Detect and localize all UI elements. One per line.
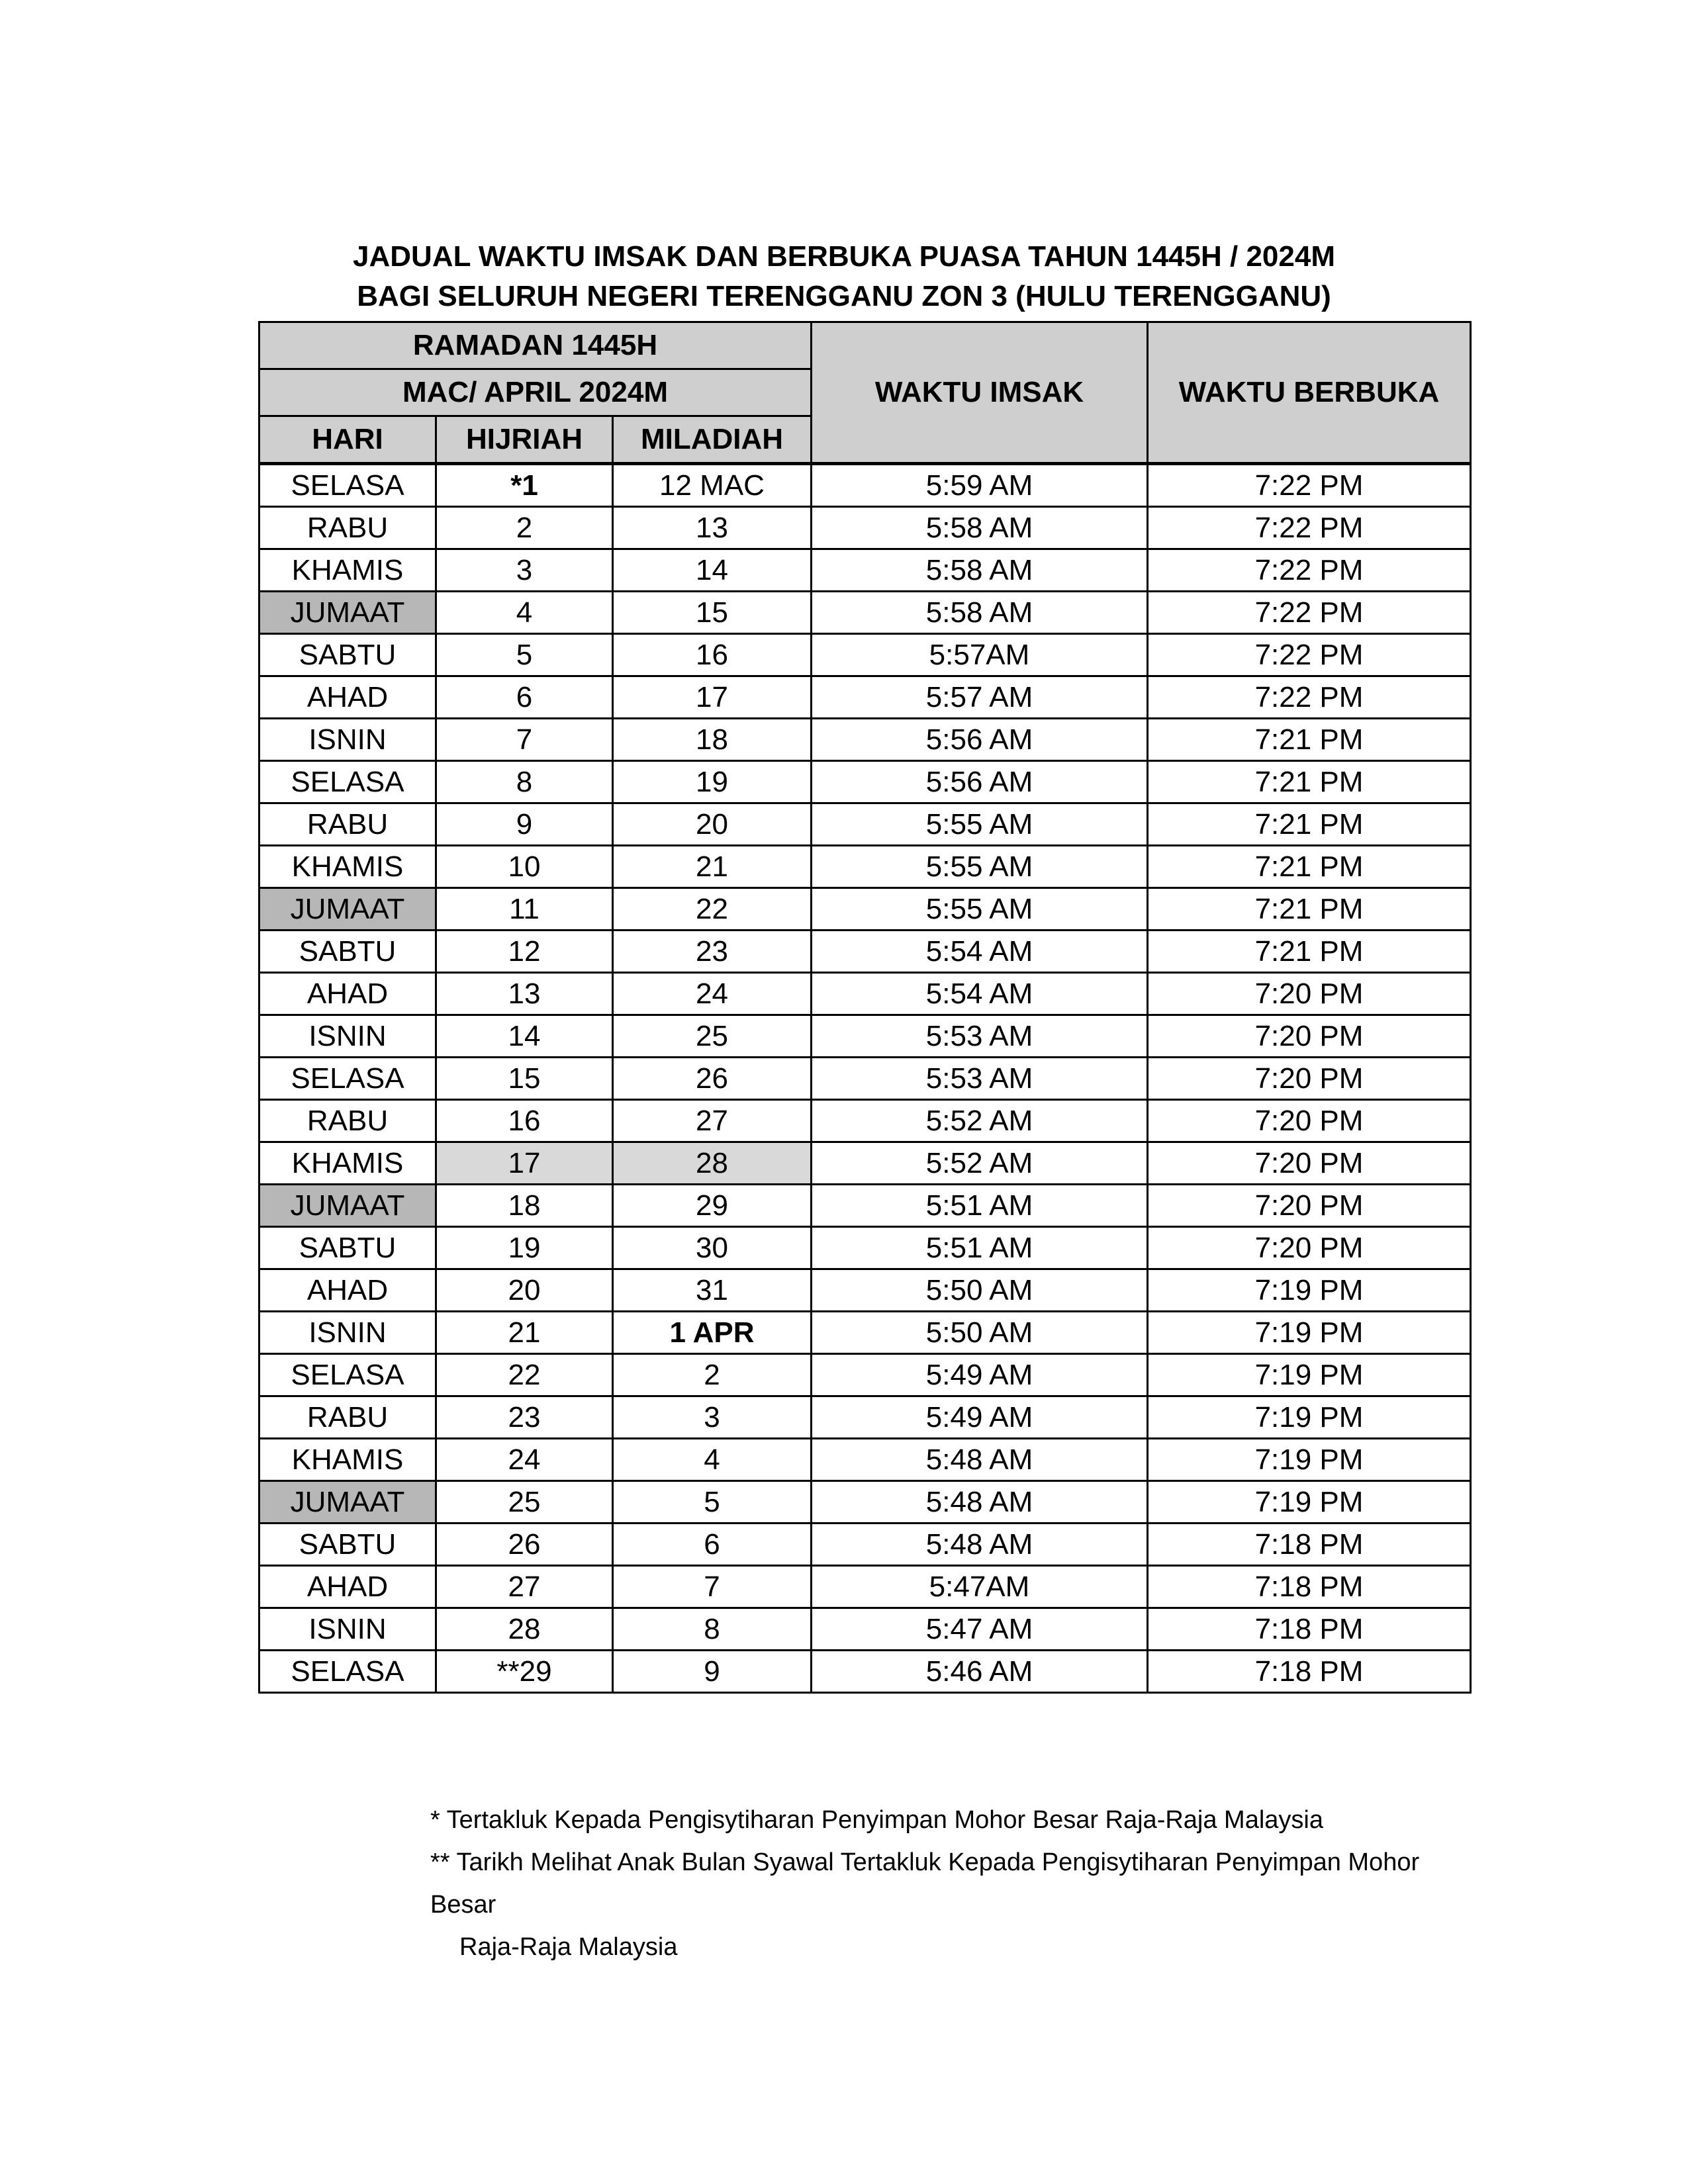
table-body <box>259 464 1471 1693</box>
cell-berbuka: 7:21 PM <box>1148 719 1471 761</box>
footnote-1: * Tertakluk Kepada Pengisytiharan Penyimpan Mohor Besar Raja-Raja Malaysia <box>430 1806 1323 1834</box>
cell-imsak: 5:54 AM <box>812 931 1148 973</box>
cell-hijriah: 24 <box>436 1439 613 1481</box>
table-row <box>259 1481 1471 1524</box>
table-row <box>259 464 1471 507</box>
table-row <box>259 507 1471 549</box>
cell-hari: AHAD <box>259 1566 436 1608</box>
cell-imsak: 5:57 AM <box>812 676 1148 719</box>
cell-hijriah: 19 <box>436 1227 613 1269</box>
cell-hijriah: 21 <box>436 1312 613 1354</box>
cell-hari: ISNIN <box>259 719 436 761</box>
cell-imsak: 5:58 AM <box>812 592 1148 634</box>
cell-miladiah: 28 <box>613 1142 812 1185</box>
cell-hari: ISNIN <box>259 1015 436 1058</box>
cell-hijriah: 16 <box>436 1100 613 1142</box>
cell-hari: SELASA <box>259 1651 436 1693</box>
table-row <box>259 719 1471 761</box>
table-row <box>259 931 1471 973</box>
table-row <box>259 1524 1471 1566</box>
header-waktu-berbuka: WAKTU BERBUKA <box>1148 322 1471 464</box>
cell-miladiah: 29 <box>613 1185 812 1227</box>
cell-hijriah: 2 <box>436 507 613 549</box>
cell-imsak: 5:51 AM <box>812 1185 1148 1227</box>
table-row <box>259 1058 1471 1100</box>
cell-imsak: 5:48 AM <box>812 1439 1148 1481</box>
table-row <box>259 1312 1471 1354</box>
cell-miladiah: 20 <box>613 803 812 846</box>
cell-hari: AHAD <box>259 676 436 719</box>
table-row <box>259 1354 1471 1396</box>
header-hari: HARI <box>259 416 436 464</box>
cell-hari: SELASA <box>259 1354 436 1396</box>
cell-miladiah: 19 <box>613 761 812 803</box>
cell-imsak: 5:58 AM <box>812 549 1148 592</box>
cell-hari: KHAMIS <box>259 1142 436 1185</box>
table-row <box>259 973 1471 1015</box>
cell-hijriah: 28 <box>436 1608 613 1651</box>
table-row <box>259 1142 1471 1185</box>
table-row <box>259 1566 1471 1608</box>
cell-berbuka: 7:22 PM <box>1148 676 1471 719</box>
cell-imsak: 5:52 AM <box>812 1142 1148 1185</box>
cell-hijriah: 15 <box>436 1058 613 1100</box>
cell-miladiah: 23 <box>613 931 812 973</box>
cell-imsak: 5:52 AM <box>812 1100 1148 1142</box>
cell-hijriah: 11 <box>436 888 613 931</box>
cell-imsak: 5:55 AM <box>812 803 1148 846</box>
cell-berbuka: 7:22 PM <box>1148 592 1471 634</box>
cell-miladiah: 3 <box>613 1396 812 1439</box>
table-row <box>259 1439 1471 1481</box>
cell-berbuka: 7:19 PM <box>1148 1396 1471 1439</box>
document-title-line-1: JADUAL WAKTU IMSAK DAN BERBUKA PUASA TAHUN 1445H / 2024M <box>353 240 1335 273</box>
table-row <box>259 1185 1471 1227</box>
cell-miladiah: 18 <box>613 719 812 761</box>
cell-imsak: 5:58 AM <box>812 507 1148 549</box>
cell-imsak: 5:49 AM <box>812 1396 1148 1439</box>
cell-imsak: 5:50 AM <box>812 1269 1148 1312</box>
header-ramadan: RAMADAN 1445H <box>259 322 812 369</box>
footnotes <box>430 1799 1463 1968</box>
cell-hijriah: **29 <box>436 1651 613 1693</box>
cell-miladiah: 5 <box>613 1481 812 1524</box>
header-month: MAC/ APRIL 2024M <box>259 369 812 416</box>
cell-hijriah: 8 <box>436 761 613 803</box>
cell-hijriah: 14 <box>436 1015 613 1058</box>
cell-berbuka: 7:20 PM <box>1148 1142 1471 1185</box>
cell-imsak: 5:53 AM <box>812 1015 1148 1058</box>
table-row <box>259 1269 1471 1312</box>
cell-hijriah: *1 <box>436 464 613 507</box>
table-row <box>259 676 1471 719</box>
table-row <box>259 1100 1471 1142</box>
cell-hari: SELASA <box>259 761 436 803</box>
cell-miladiah: 8 <box>613 1608 812 1651</box>
cell-hari: SABTU <box>259 1227 436 1269</box>
cell-hijriah: 22 <box>436 1354 613 1396</box>
cell-imsak: 5:55 AM <box>812 846 1148 888</box>
table-row <box>259 549 1471 592</box>
cell-hijriah: 25 <box>436 1481 613 1524</box>
cell-hari: JUMAAT <box>259 1481 436 1524</box>
cell-miladiah: 6 <box>613 1524 812 1566</box>
cell-imsak: 5:50 AM <box>812 1312 1148 1354</box>
table-row <box>259 592 1471 634</box>
cell-hari: RABU <box>259 1396 436 1439</box>
cell-hijriah: 4 <box>436 592 613 634</box>
cell-berbuka: 7:21 PM <box>1148 803 1471 846</box>
cell-berbuka: 7:21 PM <box>1148 931 1471 973</box>
cell-miladiah: 4 <box>613 1439 812 1481</box>
cell-berbuka: 7:20 PM <box>1148 1058 1471 1100</box>
cell-berbuka: 7:20 PM <box>1148 1015 1471 1058</box>
cell-miladiah: 24 <box>613 973 812 1015</box>
cell-hari: ISNIN <box>259 1312 436 1354</box>
cell-imsak: 5:49 AM <box>812 1354 1148 1396</box>
cell-miladiah: 13 <box>613 507 812 549</box>
table-row <box>259 1227 1471 1269</box>
cell-miladiah: 16 <box>613 634 812 676</box>
cell-imsak: 5:55 AM <box>812 888 1148 931</box>
cell-berbuka: 7:22 PM <box>1148 464 1471 507</box>
cell-berbuka: 7:22 PM <box>1148 549 1471 592</box>
imsak-berbuka-table <box>258 321 1472 1694</box>
cell-berbuka: 7:21 PM <box>1148 846 1471 888</box>
cell-berbuka: 7:20 PM <box>1148 1100 1471 1142</box>
cell-imsak: 5:54 AM <box>812 973 1148 1015</box>
table-row <box>259 846 1471 888</box>
cell-hari: AHAD <box>259 973 436 1015</box>
cell-imsak: 5:47AM <box>812 1566 1148 1608</box>
table-row <box>259 888 1471 931</box>
cell-miladiah: 15 <box>613 592 812 634</box>
cell-berbuka: 7:19 PM <box>1148 1312 1471 1354</box>
cell-miladiah: 14 <box>613 549 812 592</box>
cell-berbuka: 7:19 PM <box>1148 1439 1471 1481</box>
cell-hari: KHAMIS <box>259 1439 436 1481</box>
cell-hari: AHAD <box>259 1269 436 1312</box>
cell-berbuka: 7:18 PM <box>1148 1524 1471 1566</box>
cell-hijriah: 7 <box>436 719 613 761</box>
cell-berbuka: 7:20 PM <box>1148 1227 1471 1269</box>
table-row <box>259 761 1471 803</box>
table-row <box>259 634 1471 676</box>
cell-miladiah: 7 <box>613 1566 812 1608</box>
cell-miladiah: 1 APR <box>613 1312 812 1354</box>
cell-hijriah: 10 <box>436 846 613 888</box>
cell-berbuka: 7:20 PM <box>1148 1185 1471 1227</box>
cell-hari: SELASA <box>259 464 436 507</box>
cell-berbuka: 7:20 PM <box>1148 973 1471 1015</box>
cell-miladiah: 17 <box>613 676 812 719</box>
cell-berbuka: 7:19 PM <box>1148 1269 1471 1312</box>
cell-hijriah: 3 <box>436 549 613 592</box>
cell-miladiah: 12 MAC <box>613 464 812 507</box>
table-row <box>259 803 1471 846</box>
cell-berbuka: 7:18 PM <box>1148 1608 1471 1651</box>
footnote-2: ** Tarikh Melihat Anak Bulan Syawal Tertakluk Kepada Pengisytiharan Penyimpan Mohor Besar <box>430 1848 1420 1919</box>
document-title-line-2: BAGI SELURUH NEGERI TERENGGANU ZON 3 (HULU TERENGGANU) <box>357 280 1331 312</box>
cell-hari: RABU <box>259 507 436 549</box>
cell-hijriah: 17 <box>436 1142 613 1185</box>
cell-imsak: 5:56 AM <box>812 761 1148 803</box>
cell-hijriah: 20 <box>436 1269 613 1312</box>
header-waktu-imsak: WAKTU IMSAK <box>812 322 1148 464</box>
cell-miladiah: 26 <box>613 1058 812 1100</box>
cell-berbuka: 7:19 PM <box>1148 1481 1471 1524</box>
cell-miladiah: 9 <box>613 1651 812 1693</box>
table-row <box>259 1651 1471 1693</box>
table-header <box>259 322 1471 464</box>
cell-hari: ISNIN <box>259 1608 436 1651</box>
cell-hijriah: 9 <box>436 803 613 846</box>
cell-miladiah: 22 <box>613 888 812 931</box>
cell-hari: SABTU <box>259 634 436 676</box>
cell-imsak: 5:59 AM <box>812 464 1148 507</box>
cell-hari: JUMAAT <box>259 888 436 931</box>
cell-miladiah: 30 <box>613 1227 812 1269</box>
cell-hijriah: 6 <box>436 676 613 719</box>
cell-miladiah: 2 <box>613 1354 812 1396</box>
cell-miladiah: 31 <box>613 1269 812 1312</box>
footnote-2-continuation: Raja-Raja Malaysia <box>459 1933 678 1961</box>
cell-berbuka: 7:21 PM <box>1148 761 1471 803</box>
cell-hari: RABU <box>259 803 436 846</box>
cell-berbuka: 7:18 PM <box>1148 1566 1471 1608</box>
cell-miladiah: 25 <box>613 1015 812 1058</box>
table-row <box>259 1608 1471 1651</box>
table-row <box>259 1396 1471 1439</box>
cell-miladiah: 27 <box>613 1100 812 1142</box>
cell-imsak: 5:53 AM <box>812 1058 1148 1100</box>
cell-hijriah: 13 <box>436 973 613 1015</box>
cell-hijriah: 27 <box>436 1566 613 1608</box>
cell-hijriah: 26 <box>436 1524 613 1566</box>
cell-hijriah: 23 <box>436 1396 613 1439</box>
cell-imsak: 5:56 AM <box>812 719 1148 761</box>
cell-hari: KHAMIS <box>259 549 436 592</box>
cell-berbuka: 7:22 PM <box>1148 634 1471 676</box>
cell-hijriah: 12 <box>436 931 613 973</box>
cell-imsak: 5:57AM <box>812 634 1148 676</box>
cell-hari: JUMAAT <box>259 592 436 634</box>
cell-hari: KHAMIS <box>259 846 436 888</box>
cell-hijriah: 5 <box>436 634 613 676</box>
cell-imsak: 5:51 AM <box>812 1227 1148 1269</box>
header-miladiah: MILADIAH <box>613 416 812 464</box>
header-hijriah: HIJRIAH <box>436 416 613 464</box>
cell-berbuka: 7:22 PM <box>1148 507 1471 549</box>
cell-imsak: 5:47 AM <box>812 1608 1148 1651</box>
cell-hari: SABTU <box>259 1524 436 1566</box>
cell-imsak: 5:46 AM <box>812 1651 1148 1693</box>
cell-imsak: 5:48 AM <box>812 1481 1148 1524</box>
cell-miladiah: 21 <box>613 846 812 888</box>
cell-hari: RABU <box>259 1100 436 1142</box>
cell-imsak: 5:48 AM <box>812 1524 1148 1566</box>
table-row <box>259 1015 1471 1058</box>
cell-berbuka: 7:18 PM <box>1148 1651 1471 1693</box>
cell-hari: JUMAAT <box>259 1185 436 1227</box>
cell-hari: SABTU <box>259 931 436 973</box>
cell-hari: SELASA <box>259 1058 436 1100</box>
cell-hijriah: 18 <box>436 1185 613 1227</box>
cell-berbuka: 7:21 PM <box>1148 888 1471 931</box>
cell-berbuka: 7:19 PM <box>1148 1354 1471 1396</box>
